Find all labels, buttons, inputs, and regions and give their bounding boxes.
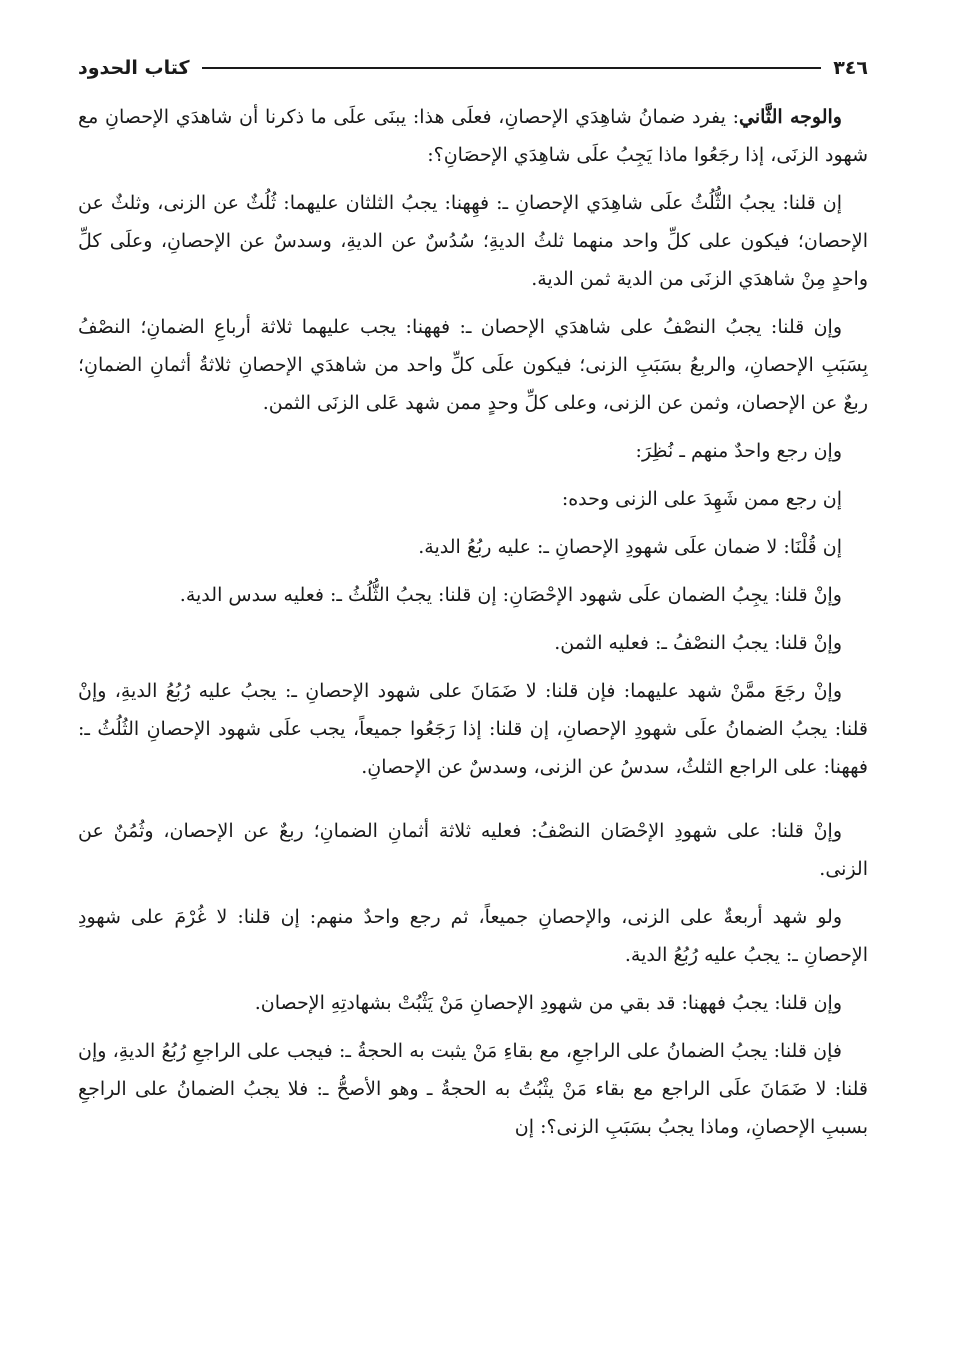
paragraph-11 [78, 898, 868, 974]
body-text [78, 98, 868, 1146]
paragraph-text: وإن قلنا: يجبُ فههنا: قد بقي من شهودِ الإحصانِ مَنْ يَثْبُتْ بشهادتِهِ الإحصان. [254, 992, 842, 1014]
paragraph-3 [78, 308, 868, 422]
paragraph-2 [78, 184, 868, 298]
paragraph-lead: والوجه الثَّاني [739, 106, 842, 128]
running-header [78, 48, 868, 88]
paragraph-text: وإنْ قلنا: يجِبُ الضمان علَى شهود الإحْصَانِ: إن قلنا: يجبُ الثُّلُثُ ـ: فعليه سدس الدية. [179, 584, 842, 606]
paragraph-text: فإن قلنا: يجبُ الضمانُ على الراجعِ، مع بقاءِ مَنْ يثبت به الحجةُ ـ: فيجب على الراجعِ رُبُعُ الديةِ، وإن قلنا: لا ضَمَانَ علَى الراجع مع بقاء مَنْ يثْبُتُ به الحجةُ ـ وهو الأصحُّ ـ: فلا يجبُ الضمانُ على الراجعِ بسببِ الإحصانِ، وماذا يجبُ بسَبَبِ الزنى؟: إن [78, 1040, 868, 1138]
paragraph-text: ولو شهد أربعةٌ على الزنى، والإحصانِ جميعاً، ثم رجع واحدٌ منهم: إن قلنا: لا غُرْمَ على شهودِ الإحصانِ ـ: يجبُ عليه رُبُعُ الدية. [78, 906, 868, 966]
paragraph-text: وإنْ قلنا: على شهودِ الإحْصَان النصْفُ: فعليه ثلاثة أثمانِ الضمانِ؛ ربعٌ عن الإحصان، وثُمُنٌ عن الزنى. [78, 820, 868, 880]
paragraph-text: إن قلنا: يجبُ الثُّلُثُ علَى شاهِدَي الإحصانِ ـ: فهِهنا: يجبُ الثلثان عليهما: ثُلُثٌ عن الزنى، وثلثٌ عن الإحصان؛ فيكون على كلِّ واحد منهما ثلثُ الديةِ؛ سُدُسٌ عن الديةِ، وسدسٌ عن الإحصانِ، وعلَى كلِّ واحدٍ مِنْ شاهدَي الزنَى من الدية ثمن الدية. [78, 192, 868, 290]
paragraph-13 [78, 1032, 868, 1146]
book-title: كتاب الحدود [78, 57, 190, 79]
paragraph-text: وإن قلنا: يجبُ النصْفُ على شاهدَي الإحصان ـ: فههنا: يجب عليهما ثلاثة أرباعِ الضمانِ؛ النصْفُ بِسَبَبِ الإحصانِ، والربعُ بسَبَبِ الزنى؛ فيكون علَى كلِّ واحد من شاهدَي الإحصانِ ثلاثةُ أثمانِ الضمانِ؛ ربعٌ عن الإحصان، وثمن عن الزنى، وعلى كلِّ وحدٍ ممن شهد عَلى الزنَى الثمن. [78, 316, 868, 414]
paragraph-7 [78, 576, 868, 614]
paragraph-text: : يفرد ضمانُ شاهِدَي الإحصانِ، فعلَى هذا: يبنَى علَى ما ذكرنا أن شاهدَي الإحصانِ مع شهود الزنَى، إذا رجَعُوا ماذا يَجِبُ علَى شاهِدَي الإحصَانِ؟: [78, 106, 868, 166]
page-number: ٣٤٦ [833, 57, 868, 79]
document-page [78, 48, 868, 1348]
paragraph-text: إن قُلْنَا: لا ضمان علَى شهودِ الإحصانِ ـ: عليه ربُعُ الدية. [418, 536, 842, 558]
paragraph-12 [78, 984, 868, 1022]
paragraph-9 [78, 672, 868, 786]
paragraph-6 [78, 528, 868, 566]
paragraph-10 [78, 812, 868, 888]
paragraph-8 [78, 624, 868, 662]
paragraph-1 [78, 98, 868, 174]
paragraph-text: وإنْ رجَعَ ممَّنْ شهد عليهما: فإن قلنا: لا ضَمَانَ على شهود الإحصانِ ـ: يجبُ عليه رُبُعُ الديةِ، وإنْ قلنا: يجبُ الضمانُ علَى شهودِ الإحصانِ، إن قلنا: إذا رَجَعُوا جميعاً، يجب علَى شهود الإحصانِ الثُلُثُ ـ: فههنا: على الراجع الثلثُ، سدسُ عن الزنى، وسدسٌ عن الإحصانِ. [78, 680, 868, 778]
paragraph-text: وإن رجع واحدٌ منهم ـ نُظِرَ: [635, 440, 842, 462]
paragraph-text: وإنْ قلنا: يجبُ النصْفُ ـ: فعليه الثمن. [554, 632, 842, 654]
paragraph-5 [78, 480, 868, 518]
paragraph-text: إن رجع ممن شَهِدَ على الزنى وحده: [561, 488, 842, 510]
header-rule [202, 67, 822, 69]
paragraph-4 [78, 432, 868, 470]
